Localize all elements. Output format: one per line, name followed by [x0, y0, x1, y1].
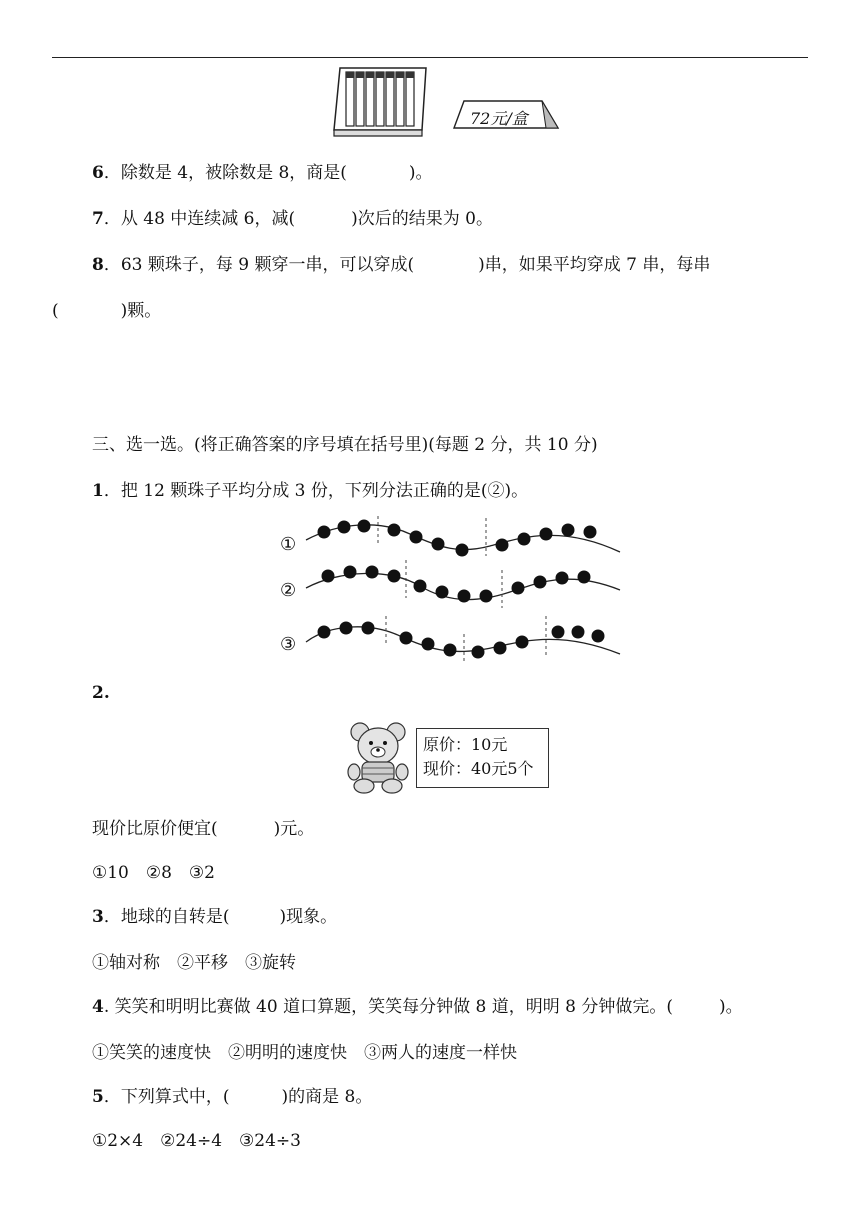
- choice-question-1: 1．把 12 颗珠子平均分成 3 份，下列分法正确的是(②)。: [92, 481, 529, 501]
- current-price: 现价：40元5个: [423, 759, 534, 778]
- choice-question-4: 4. 笑笑和明明比赛做 40 道口算题，笑笑每分钟做 8 道，明明 8 分钟做完。( )。: [92, 997, 743, 1017]
- choice-question-5: 5．下列算式中，( )的商是 8。: [92, 1087, 373, 1107]
- choice-question-2-text: 现价比原价便宜( )元。: [92, 819, 315, 839]
- question-6: 6．除数是 4，被除数是 8，商是( )。: [92, 163, 433, 183]
- question-number: 3: [92, 907, 104, 927]
- choice-question-3-options: ①轴对称 ②平移 ③旋转: [92, 953, 296, 973]
- question-8-line-2: ( )颗。: [52, 301, 162, 321]
- question-7: 7．从 48 中连续减 6，减( )次后的结果为 0。: [92, 209, 493, 229]
- question-number: 1: [92, 481, 104, 501]
- price-tag-label: 72元/盒: [470, 109, 528, 128]
- choice-question-2-options: ①10 ②8 ③2: [92, 863, 215, 883]
- choice-question-3: 3．地球的自转是( )现象。: [92, 907, 338, 927]
- question-number: 4: [92, 997, 104, 1017]
- original-price: 原价：10元: [423, 735, 508, 754]
- bead-label-3: ③: [280, 634, 297, 655]
- question-number: 7: [92, 209, 104, 229]
- section-3-heading: 三、选一选。(将正确答案的序号填在括号里)(每题 2 分，共 10 分): [92, 435, 598, 455]
- bead-label-1: ①: [280, 534, 297, 555]
- question-number: 8: [92, 255, 104, 275]
- choice-question-4-options: ①笑笑的速度快 ②明明的速度快 ③两人的速度一样快: [92, 1043, 517, 1063]
- teddy-bear-illustration: [346, 720, 410, 794]
- question-8: 8．63 颗珠子，每 9 颗穿一串，可以穿成( )串，如果平均穿成 7 串，每串: [92, 255, 711, 275]
- question-number: 5: [92, 1087, 104, 1107]
- choice-question-5-options: ①2×4 ②24÷4 ③24÷3: [92, 1131, 301, 1151]
- question-number: 6: [92, 163, 104, 183]
- price-info-box: [416, 728, 549, 788]
- header-rule: [52, 57, 808, 58]
- pencil-box-illustration: [330, 64, 432, 140]
- choice-question-2-number: 2.: [92, 683, 110, 703]
- bead-label-2: ②: [280, 580, 297, 601]
- bead-strings-figure: [300, 512, 630, 662]
